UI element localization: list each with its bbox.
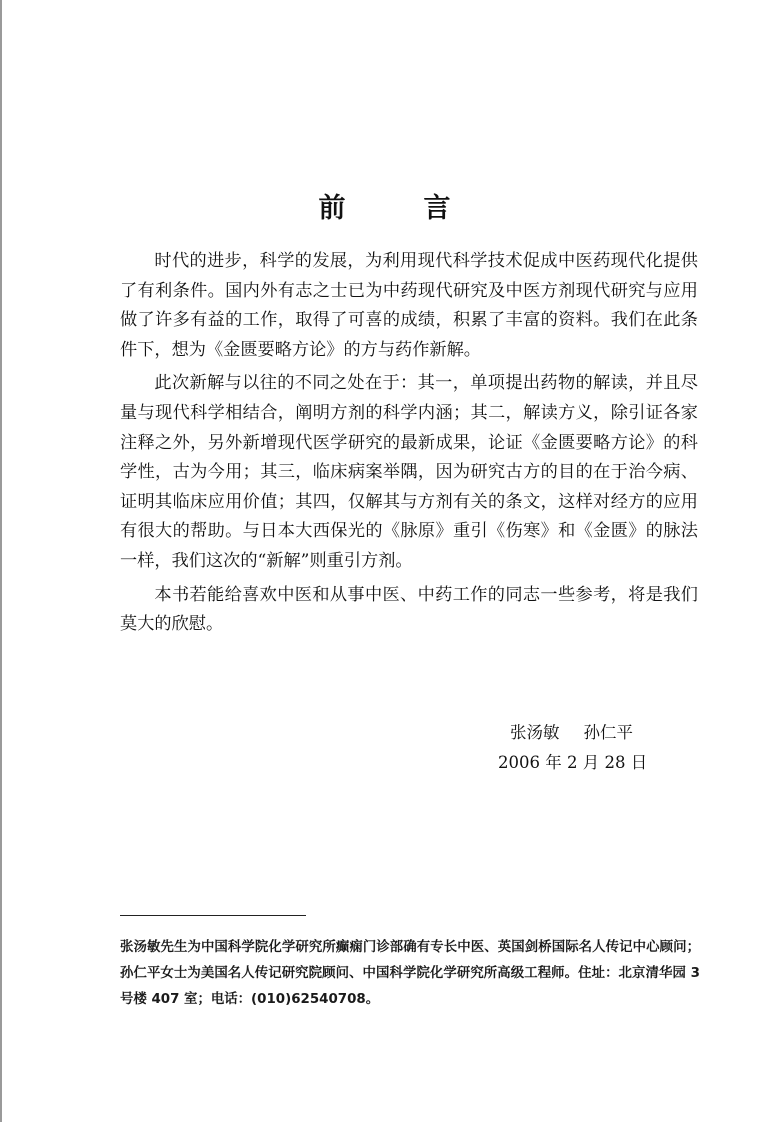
paragraph-3: 本书若能给喜欢中医和从事中医、中药工作的同志一些参考，将是我们莫大的欣慰。 — [120, 584, 698, 635]
title-char-1: 前 — [318, 193, 346, 224]
paragraph-1: 时代的进步，科学的发展，为利用现代科学技术促成中医药现代化提供了有利条件。国内外有志之士已为中药现代研究及中医方剂现代研究与应用做了许多有益的工作，取得了可喜的成绩，积累了丰富的资料。我们在此条件下，想为《金匮要略方论》的方与药作新解。 — [120, 251, 698, 360]
signature-block — [480, 718, 680, 778]
signature-date: 2006 年 2 月 28 日 — [498, 753, 648, 772]
signature-authors — [480, 718, 680, 748]
author-name-2: 孙仁平 — [583, 723, 633, 742]
footnote-divider — [120, 915, 306, 916]
paragraph-2: 此次新解与以往的不同之处在于：其一，单项提出药物的解读，并且尽量与现代科学相结合，阐明方剂的科学内涵；其二，解读方义，除引证各家注释之外，另外新增现代医学研究的最新成果，论证《金匮要略方论》的科学性，古为今用；其三，临床病案举隅，因为研究古方的目的在于治今病、证明其临床应用价值；其四，仅解其与方剂有关的条文，这样对经方的应用有很大的帮助。与日本大西保光的《脉原》重引《伤寒》和《金匮》的脉法一样，我们这次的“新解”则重引方剂。 — [120, 373, 698, 571]
page-title — [0, 186, 769, 225]
title-char-2: 言 — [423, 193, 451, 224]
footnote: 张汤敏先生为中国科学院化学研究所癫痫门诊部确有专长中医、英国剑桥国际名人传记中心顾问；孙仁平女士为美国名人传记研究院顾问、中国科学院化学研究所高级工程师。住址：北京清华园 3 号楼 407 室；电话：(010)62540708。 — [120, 940, 700, 1007]
author-name-1: 张汤敏 — [510, 723, 560, 742]
preface-body — [120, 247, 698, 644]
